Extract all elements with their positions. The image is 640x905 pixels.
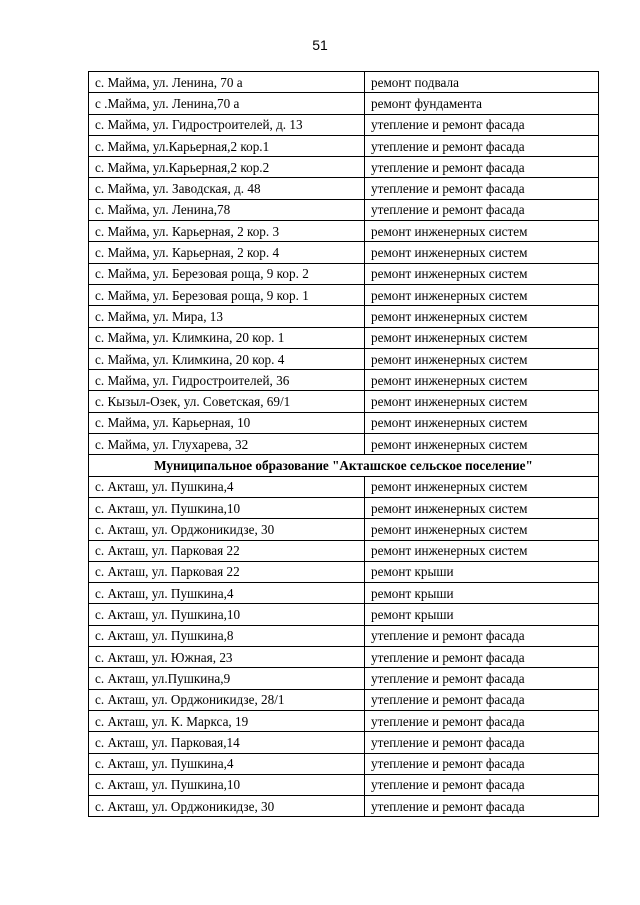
address-cell: с. Майма, ул. Гидростроителей, 36 xyxy=(89,370,365,391)
address-cell: с. Майма, ул. Карьерная, 2 кор. 3 xyxy=(89,221,365,242)
address-cell: с. Акташ, ул. Парковая 22 xyxy=(89,561,365,582)
table-row xyxy=(89,732,599,753)
table-row xyxy=(89,306,599,327)
table-row xyxy=(89,604,599,625)
work-type-cell: ремонт инженерных систем xyxy=(365,412,599,433)
table-row xyxy=(89,753,599,774)
address-cell: с. Майма, ул. Карьерная, 10 xyxy=(89,412,365,433)
work-type-cell: утепление и ремонт фасада xyxy=(365,157,599,178)
table-row xyxy=(89,72,599,93)
address-cell: с. Акташ, ул. Южная, 23 xyxy=(89,647,365,668)
work-type-cell: ремонт инженерных систем xyxy=(365,476,599,497)
table-row xyxy=(89,391,599,412)
work-type-cell: утепление и ремонт фасада xyxy=(365,114,599,135)
table-row xyxy=(89,625,599,646)
work-type-cell: ремонт инженерных систем xyxy=(365,391,599,412)
address-cell: с. Майма, ул. Ленина,78 xyxy=(89,199,365,220)
table-row xyxy=(89,519,599,540)
work-type-cell: утепление и ремонт фасада xyxy=(365,647,599,668)
table-row xyxy=(89,796,599,817)
table-row xyxy=(89,221,599,242)
address-cell: с. Майма, ул. Березовая роща, 9 кор. 1 xyxy=(89,284,365,305)
address-cell: с. Акташ, ул. Пушкина,4 xyxy=(89,476,365,497)
work-type-cell: ремонт крыши xyxy=(365,561,599,582)
work-type-cell: ремонт инженерных систем xyxy=(365,327,599,348)
table-row xyxy=(89,583,599,604)
table-row xyxy=(89,370,599,391)
page-number: 51 xyxy=(312,37,328,53)
table-row xyxy=(89,668,599,689)
address-cell: с. Акташ, ул. Орджоникидзе, 30 xyxy=(89,796,365,817)
work-type-cell: утепление и ремонт фасада xyxy=(365,689,599,710)
address-cell: с .Майма, ул. Ленина,70 а xyxy=(89,93,365,114)
work-type-cell: ремонт инженерных систем xyxy=(365,434,599,455)
work-type-cell: ремонт инженерных систем xyxy=(365,370,599,391)
work-type-cell: ремонт инженерных систем xyxy=(365,519,599,540)
table-row xyxy=(89,348,599,369)
work-type-cell: ремонт инженерных систем xyxy=(365,497,599,518)
address-cell: с. Акташ, ул. К. Маркса, 19 xyxy=(89,710,365,731)
work-type-cell: ремонт крыши xyxy=(365,583,599,604)
section-title: Муниципальное образование "Акташское сельское поселение" xyxy=(89,455,599,476)
table-row xyxy=(89,476,599,497)
address-cell: с. Майма, ул. Климкина, 20 кор. 4 xyxy=(89,348,365,369)
repair-works-table xyxy=(88,71,599,817)
work-type-cell: ремонт инженерных систем xyxy=(365,242,599,263)
address-cell: с. Майма, ул.Карьерная,2 кор.1 xyxy=(89,135,365,156)
work-type-cell: утепление и ремонт фасада xyxy=(365,753,599,774)
address-cell: с. Майма, ул. Заводская, д. 48 xyxy=(89,178,365,199)
address-cell: с. Акташ, ул. Орджоникидзе, 30 xyxy=(89,519,365,540)
table-row xyxy=(89,157,599,178)
table-row xyxy=(89,497,599,518)
address-cell: с. Акташ, ул. Пушкина,10 xyxy=(89,497,365,518)
table-row xyxy=(89,412,599,433)
address-cell: с. Акташ, ул. Парковая,14 xyxy=(89,732,365,753)
address-cell: с. Майма, ул. Мира, 13 xyxy=(89,306,365,327)
address-cell: с. Майма, ул. Гидростроителей, д. 13 xyxy=(89,114,365,135)
work-type-cell: ремонт инженерных систем xyxy=(365,306,599,327)
work-type-cell: утепление и ремонт фасада xyxy=(365,625,599,646)
address-cell: с. Майма, ул. Карьерная, 2 кор. 4 xyxy=(89,242,365,263)
work-type-cell: ремонт крыши xyxy=(365,604,599,625)
address-cell: с. Акташ, ул. Парковая 22 xyxy=(89,540,365,561)
address-cell: с. Майма, ул. Ленина, 70 а xyxy=(89,72,365,93)
section-header-row xyxy=(89,455,599,476)
work-type-cell: ремонт фундамента xyxy=(365,93,599,114)
table-row xyxy=(89,540,599,561)
work-type-cell: утепление и ремонт фасада xyxy=(365,199,599,220)
table-row xyxy=(89,327,599,348)
address-cell: с. Акташ, ул. Пушкина,10 xyxy=(89,604,365,625)
table-row xyxy=(89,774,599,795)
work-type-cell: ремонт инженерных систем xyxy=(365,348,599,369)
table-row xyxy=(89,263,599,284)
table-row xyxy=(89,242,599,263)
work-type-cell: утепление и ремонт фасада xyxy=(365,135,599,156)
table-body xyxy=(89,72,599,817)
table-row xyxy=(89,434,599,455)
address-cell: с. Акташ, ул. Пушкина,8 xyxy=(89,625,365,646)
address-cell: с. Акташ, ул. Пушкина,4 xyxy=(89,753,365,774)
table-row xyxy=(89,199,599,220)
work-type-cell: утепление и ремонт фасада xyxy=(365,774,599,795)
table-row xyxy=(89,178,599,199)
address-cell: с. Кызыл-Озек, ул. Советская, 69/1 xyxy=(89,391,365,412)
work-type-cell: утепление и ремонт фасада xyxy=(365,710,599,731)
work-type-cell: утепление и ремонт фасада xyxy=(365,796,599,817)
work-type-cell: утепление и ремонт фасада xyxy=(365,732,599,753)
table-row xyxy=(89,689,599,710)
table-row xyxy=(89,710,599,731)
table-row xyxy=(89,561,599,582)
work-type-cell: ремонт инженерных систем xyxy=(365,263,599,284)
table-row xyxy=(89,135,599,156)
address-cell: с. Акташ, ул. Пушкина,4 xyxy=(89,583,365,604)
work-type-cell: ремонт подвала xyxy=(365,72,599,93)
table-row xyxy=(89,114,599,135)
address-cell: с. Акташ, ул. Орджоникидзе, 28/1 xyxy=(89,689,365,710)
table-row xyxy=(89,647,599,668)
work-type-cell: ремонт инженерных систем xyxy=(365,540,599,561)
work-type-cell: ремонт инженерных систем xyxy=(365,221,599,242)
table-row xyxy=(89,93,599,114)
address-cell: с. Акташ, ул.Пушкина,9 xyxy=(89,668,365,689)
address-cell: с. Майма, ул.Карьерная,2 кор.2 xyxy=(89,157,365,178)
address-cell: с. Майма, ул. Глухарева, 32 xyxy=(89,434,365,455)
address-cell: с. Майма, ул. Березовая роща, 9 кор. 2 xyxy=(89,263,365,284)
work-type-cell: утепление и ремонт фасада xyxy=(365,178,599,199)
table-row xyxy=(89,284,599,305)
address-cell: с. Майма, ул. Климкина, 20 кор. 1 xyxy=(89,327,365,348)
address-cell: с. Акташ, ул. Пушкина,10 xyxy=(89,774,365,795)
work-type-cell: ремонт инженерных систем xyxy=(365,284,599,305)
work-type-cell: утепление и ремонт фасада xyxy=(365,668,599,689)
